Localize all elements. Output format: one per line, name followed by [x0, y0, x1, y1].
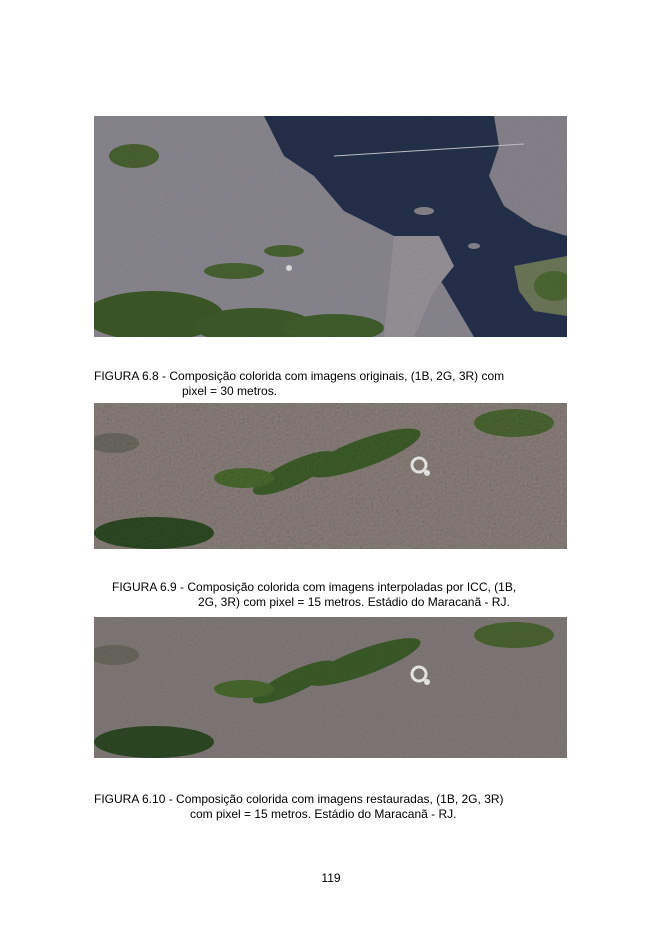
caption-text-line2: com pixel = 15 metros. Estádio do Maracanã - RJ. [190, 807, 457, 821]
caption-text-line2: pixel = 30 metros. [182, 384, 278, 398]
satellite-bay-image [94, 116, 567, 337]
figure-label: FIGURA 6.9 [112, 580, 177, 594]
figure-6-10-caption [94, 792, 569, 822]
figure-6-9-caption [112, 580, 572, 610]
figure-label: FIGURA 6.8 [94, 369, 159, 383]
caption-text-line2: 2G, 3R) com pixel = 15 metros. Estádio do Maracanã - RJ. [198, 595, 510, 609]
caption-text-line1: - Composição colorida com imagens originais, (1B, 2G, 3R) com [162, 369, 505, 383]
caption-text-line1: - Composição colorida com imagens restauradas, (1B, 2G, 3R) [168, 792, 504, 806]
figure-6-10-image [94, 617, 567, 758]
caption-text-line1: - Composição colorida com imagens interpoladas por ICC, (1B, [180, 580, 517, 594]
satellite-maracana-interpolated [94, 403, 567, 549]
figure-6-8-caption [94, 369, 569, 399]
satellite-maracana-restored [94, 617, 567, 758]
figure-label: FIGURA 6.10 [94, 792, 166, 806]
figure-6-9-image [94, 403, 567, 549]
figure-6-8-image [94, 116, 567, 337]
page-number: 119 [321, 871, 341, 885]
